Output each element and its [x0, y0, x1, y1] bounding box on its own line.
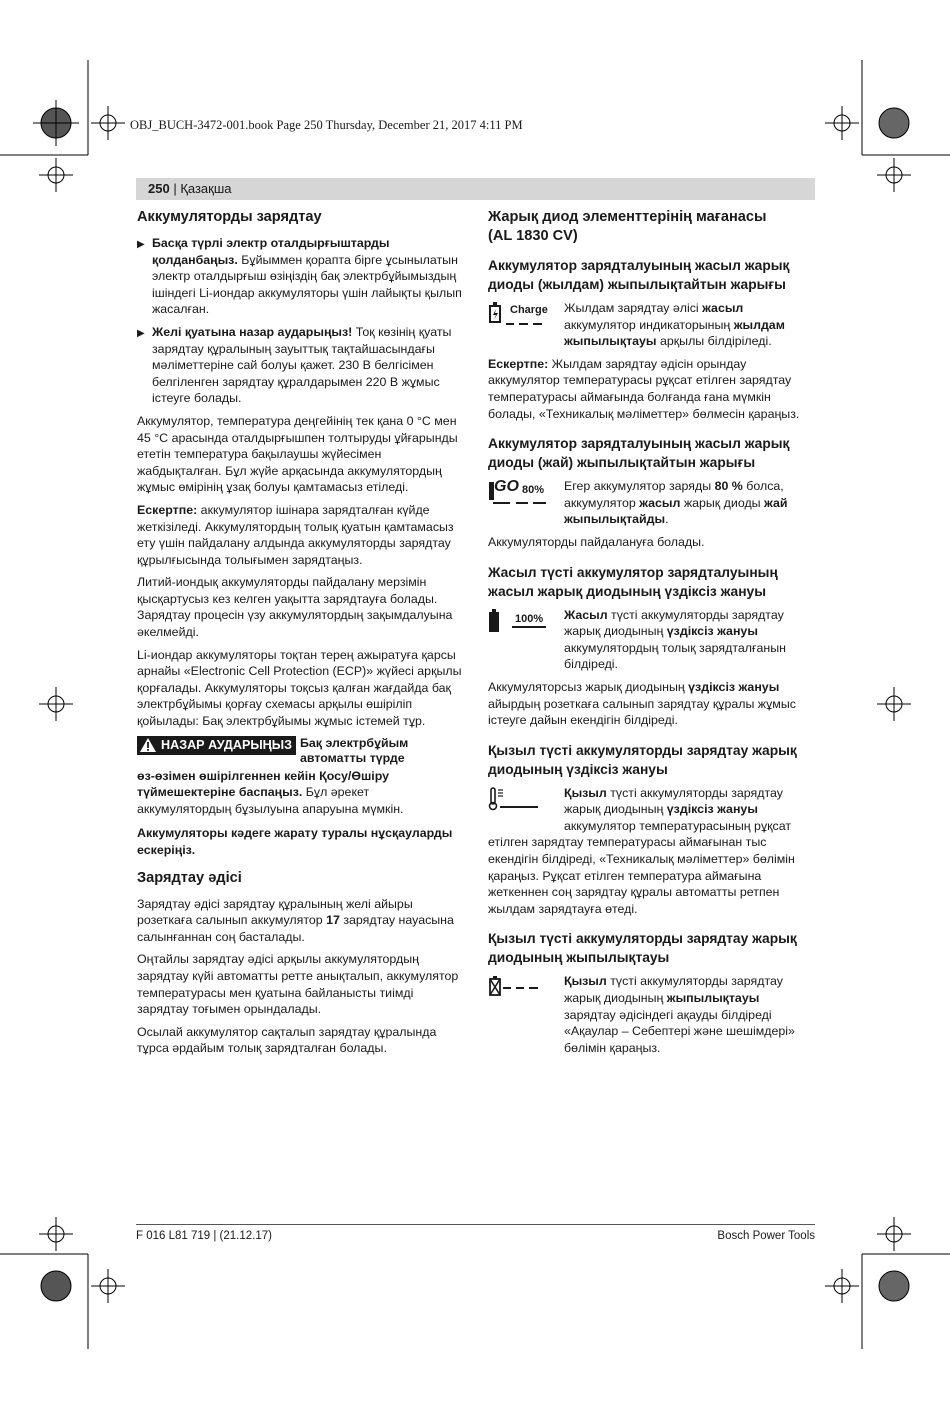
paragraph: Аккумулятор, температура деңгейінің тек қана 0 °C мен 45 °C арасында оталдырғышпен толтыруды ұйғарынды ететін температура бақылаушы жүйесімен жабдықталған. Бұл жүйе арқасында аккумулятордың жұмыс өмірінің ұзақ болуы қамтамасыз етіледі.: [137, 413, 458, 495]
section-title-charging-method: Зарядтау әдісі: [137, 869, 242, 886]
paragraph: Литий-иондық аккумуляторды пайдалану мерзімін қысқартусыз кез келген уақытта зарядтауға болады. Зарядтау процесін үзу аккумулятордың зақымдалуына әкелмейді.: [137, 575, 453, 640]
warning-badge: [137, 736, 296, 755]
bullet-triangle-icon: ▶: [137, 239, 145, 250]
bullet-item: [137, 324, 463, 407]
bold-text: үздіксіз жануы: [688, 679, 780, 694]
subsection-title-slow-blink: Аккумулятор зарядталуының жасыл жарық диоды (жай) жыпылықтайтын жарығы: [488, 436, 790, 471]
led-text: [564, 785, 814, 835]
warning-bold-2: өз-өзімен өшірілгеннен кейін Қосу/Өшіру түймешектеріне баспаңыз.: [137, 768, 390, 800]
led-text: [564, 607, 814, 673]
header-language: Қазақша: [180, 181, 232, 196]
paragraph: Оңтайлы зарядтау әдісі арқылы аккумулятордың зарядтау күйі автоматты ретте анықталып, аккумулятор температурасы мен қуатына байланысты тиімді зарядтау тоғымен орындалады.: [137, 952, 459, 1017]
bold-text: үздіксіз жануы: [666, 802, 758, 817]
note-paragraph: [137, 502, 463, 568]
paragraph: [137, 896, 463, 946]
warning-paragraph: [137, 768, 463, 818]
paragraph: етілген зарядтау температурасы аймағынан тыс екендігін білдіреді, «Техникалық мәліметтер» бөлімін қараңыз. Рұқсат етілген температура аймағына жеткеннен соң зарядтау құралы автоматты ретпен жылдам зарядтауға өтеді.: [488, 835, 795, 916]
left-column: [137, 208, 463, 1063]
led-row-red-blink: [488, 973, 814, 1056]
percent-100-label: 100%: [515, 612, 544, 625]
p5-text-a: Зарядтау әдісі зарядтау құралының желі айыры розеткаға салынып аккумулятор: [137, 896, 413, 928]
text: аккумулятордың толық зарядталғанын білдіреді.: [564, 640, 786, 672]
text: аккумулятор индикаторының: [564, 317, 734, 332]
bold-text: үздіксіз жануы: [666, 624, 758, 639]
paragraph: Li-иондар аккумуляторы тоқтан терең ажыратуға қарсы арнайы «Electronic Cell Protection (ECP)» жүйесі арқылы қорғалады. Аккумуляторы тоқсыз қалған жағдайда бақ электрбұйымы қорғау схемасы арқылы өшіріліп қойылады: Бақ электрбұйымы жұмыс істемей тұр.: [137, 647, 462, 729]
text: жарық диоды: [680, 495, 765, 510]
bold-text: Қызыл: [564, 785, 607, 800]
page-footer: [136, 1224, 815, 1242]
bold-text: Қызыл: [564, 974, 607, 989]
bullet-triangle-icon: ▶: [137, 327, 145, 339]
charge-icon-label: Charge: [510, 304, 548, 316]
warning-block: [137, 736, 463, 766]
text: түсті аккумуляторды зарядтау жарық диодының: [564, 974, 783, 1006]
text: түсті аккумуляторды зарядтау жарық диодының: [564, 607, 784, 639]
warning-text: Бұл әрекет аккумулятордың бұзылуына апаруына мүмкін.: [137, 785, 404, 816]
section-title-led: [488, 208, 814, 246]
led-title-line-1: Жарық диод элементтерінің мағанасы: [488, 209, 767, 225]
paragraph: Аккумуляторды пайдалануға болады.: [488, 534, 705, 549]
p5-text-b: зарядтау науасына салынғаннан соң басталады.: [137, 913, 454, 944]
text: Егер аккумулятор заряды: [564, 479, 715, 494]
bullet-body: Тоқ көзінің қуаты зарядтау құралының зауыттық тақтайшасындағы мәліметтеріне сай болуы қажет. 230 В белгісімен белгіленген зарядтау құралдарымен 220 В жұмыс істеуге болады.: [152, 324, 452, 406]
thermometer-icon: [488, 785, 564, 817]
led-row-green-steady: [488, 607, 814, 673]
p5-number: 17: [326, 913, 340, 928]
bold-text: жай жыпылықтайды: [564, 495, 788, 527]
paragraph: [488, 679, 814, 729]
charge-indicator-icon: [488, 300, 564, 334]
text: аккумулятор температурасының рұқсат: [564, 818, 792, 833]
go-80-indicator-icon: [488, 478, 564, 512]
text: түсті аккумуляторды зарядтау жарық диодының: [564, 785, 783, 817]
led-row-slow: [488, 478, 814, 528]
page-header-text: [148, 181, 232, 196]
page-number: 250: [148, 181, 170, 196]
bullet-body: Бұйыммен қорапта бірге ұсынылатын электр оталдырғыш өзіңіздің бақ электрбұйымыздың ішіндегі Li-иондар аккумуляторы үшін лайықты қылып жасалған.: [152, 252, 462, 317]
led-text: [564, 300, 814, 350]
note-label: Ескертпе:: [137, 502, 198, 517]
text: зарядтау әдісіндегі ақауды білдіреді «Ақаулар – Себептері және шешімдері» бөлімін қараңыз.: [564, 1007, 795, 1055]
bold-text: жасыл: [702, 301, 744, 315]
bold-text: жылдам жыпылықтауы: [564, 317, 785, 349]
text: айырдың розеткаға салынып зарядтау құралы жұмыс істеуге дайын екендігін білдіреді.: [488, 696, 796, 728]
battery-fault-icon: [488, 973, 564, 1005]
bullet-text: [152, 235, 463, 318]
page-header: [136, 178, 815, 200]
text: арқылы білдіріледі.: [656, 334, 772, 349]
led-text: [564, 478, 814, 528]
bullet-bold: Басқа түрлі электр оталдырғыштарды қолданбаңыз.: [152, 236, 390, 267]
text: .: [665, 512, 669, 527]
subsection-title-red-steady: Қызыл түсті аккумуляторды зарядтау жарық диодының үздіксіз жануы: [488, 742, 797, 777]
note-text: аккумулятор ішінара зарядталған күйде жеткізіледі. Аккумулятордың толық қуатын қамтамасыз ету үшін пайдалану алдында аккумуляторды зарядтау құрылғысында толығымен зарядтаңыз.: [137, 502, 454, 567]
right-column: [488, 208, 814, 1062]
subsection-title-red-blink: Қызыл түсті аккумуляторды зарядтау жарық диодының жыпылықтауы: [488, 931, 797, 966]
bold-text: жыпылықтауы: [666, 991, 760, 1006]
percent-80-label: 80%: [522, 484, 545, 497]
full-100-indicator-icon: [488, 607, 564, 641]
led-title-line-2: (AL 1830 CV): [488, 228, 578, 244]
footer-doc-number: F 016 L81 719 | (21.12.17): [136, 1230, 272, 1242]
led-row-red-steady: [488, 785, 814, 835]
text: болса, аккумулятор: [564, 479, 784, 510]
bullet-item: [137, 235, 463, 318]
subsection-title-fast-blink: Аккумулятор зарядталуының жасыл жарық диоды (жылдам) жыпылықтайтын жарығы: [488, 258, 790, 292]
led-row-fast: [488, 300, 814, 350]
header-separator: |: [169, 181, 181, 196]
text: Жылдам зарядтау әлісі: [564, 301, 703, 315]
paragraph: Осылай аккумулятор сақталып зарядтау құралында тұрса әрдайым толық зарядталған болады.: [137, 1024, 437, 1056]
section-title-charging: Аккумуляторды зарядтау: [137, 209, 322, 225]
warning-bold-1: Бақ электрбұйым автоматты түрде: [300, 735, 409, 765]
warning-label: НАЗАР АУДАРЫҢЫЗ: [161, 737, 292, 752]
disposal-bold: Аккумуляторы кәдеге жарату туралы нұсқауларды ескеріңіз.: [137, 826, 453, 857]
note-text: Жылдам зарядтау әдісін орындау аккумулятор температурасы рұқсат етілген зарядтау температурасы аймағында болғанда ғана мүмкін болады, «Техникалық мәліметтер» бөлмесін қараңыз.: [488, 356, 800, 421]
bold-text: 80 %: [714, 479, 743, 494]
print-info-line: OBJ_BUCH-3472-001.book Page 250 Thursday, December 21, 2017 4:11 PM: [130, 118, 523, 132]
subsection-title-green-steady: Жасыл түсті аккумулятор зарядталуының жасыл жарық диодының үздіксіз жануы: [488, 564, 778, 599]
disposal-note: [137, 825, 463, 858]
note-paragraph: [488, 356, 814, 422]
fault-indicator-icon: [488, 973, 564, 1007]
bullet-text: [152, 324, 463, 407]
warning-triangle-icon: [139, 737, 157, 753]
temperature-indicator-icon: [488, 785, 564, 819]
bold-text: жасыл: [639, 495, 681, 510]
bold-text: Жасыл: [564, 607, 608, 622]
led-text: [564, 973, 814, 1056]
note-label: Ескертпе:: [488, 356, 549, 371]
footer-brand: Bosch Power Tools: [717, 1230, 815, 1242]
text: Аккумуляторсыз жарық диодының: [488, 679, 689, 694]
bullet-bold: Желі қуатына назар аударыңыз!: [152, 324, 353, 339]
go-label: GO: [494, 478, 519, 496]
